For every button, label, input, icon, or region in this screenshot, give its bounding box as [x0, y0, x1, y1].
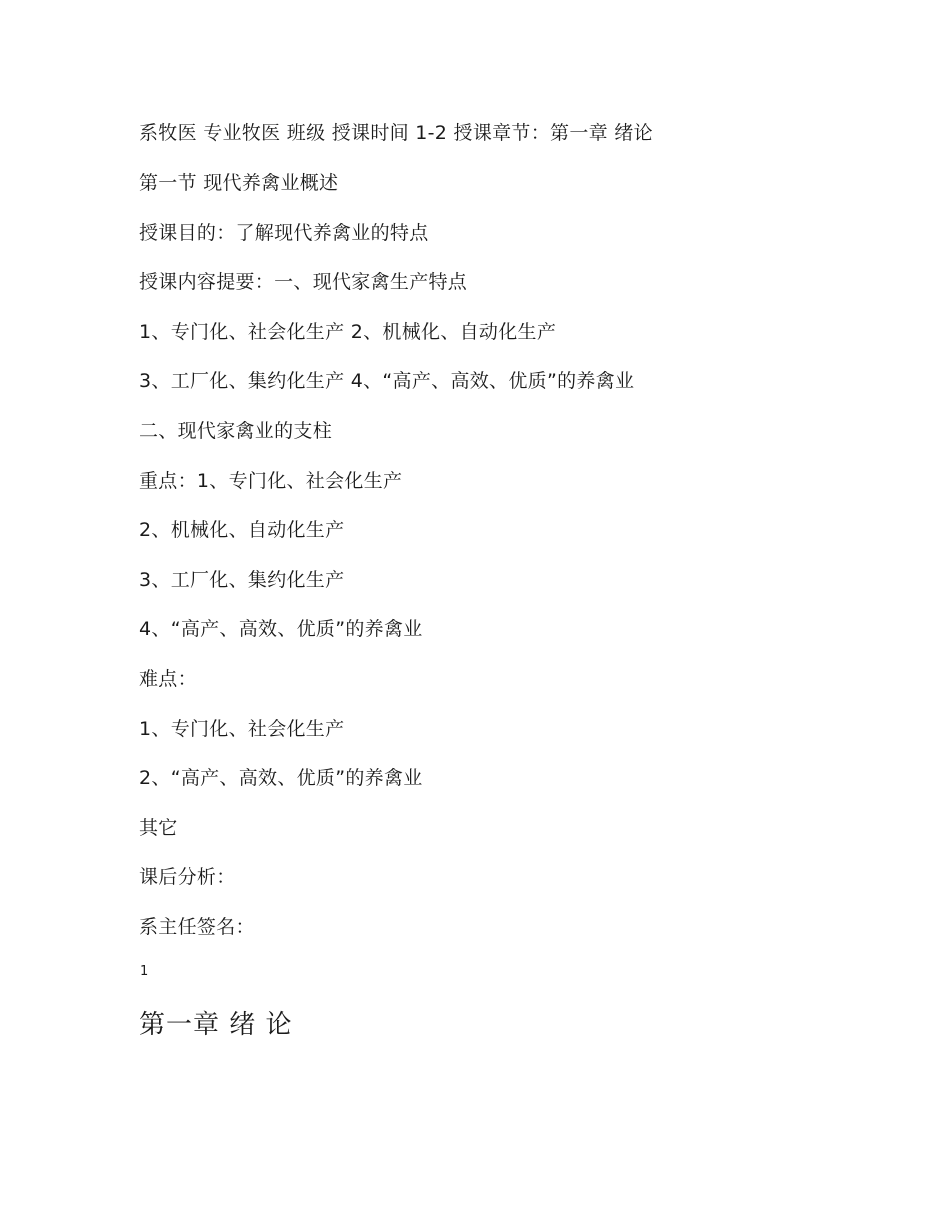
- content-subheading: 二、现代家禽业的支柱: [139, 420, 333, 442]
- department-head-signature: 系主任签名：: [139, 916, 255, 938]
- other-heading: 其它: [139, 817, 178, 839]
- difficulty-item: 1、专门化、社会化生产: [139, 718, 345, 740]
- difficulty-item: 2、“高产、高效、优质”的养禽业: [139, 767, 423, 789]
- difficulties-heading: 难点：: [139, 668, 197, 690]
- course-info-line: 系牧医 专业牧医 班级 授课时间 1-2 授课章节：第一章 绪论: [139, 122, 653, 144]
- key-points-heading: 重点：1、专门化、社会化生产: [139, 470, 403, 492]
- content-item: 3、工厂化、集约化生产 4、“高产、高效、优质”的养禽业: [139, 370, 635, 392]
- key-point-item: 3、工厂化、集约化生产: [139, 569, 345, 591]
- content-outline-heading: 授课内容提要：一、现代家禽生产特点: [139, 271, 468, 293]
- chapter-heading: 第一章 绪 论: [139, 1010, 293, 1040]
- teaching-objective: 授课目的：了解现代养禽业的特点: [139, 222, 429, 244]
- key-point-item: 2、机械化、自动化生产: [139, 519, 345, 541]
- content-item: 1、专门化、社会化生产 2、机械化、自动化生产: [139, 321, 557, 343]
- key-point-item: 4、“高产、高效、优质”的养禽业: [139, 618, 423, 640]
- page-number: 1: [140, 964, 149, 979]
- post-class-analysis: 课后分析：: [139, 866, 236, 888]
- section-title: 第一节 现代养禽业概述: [139, 172, 339, 194]
